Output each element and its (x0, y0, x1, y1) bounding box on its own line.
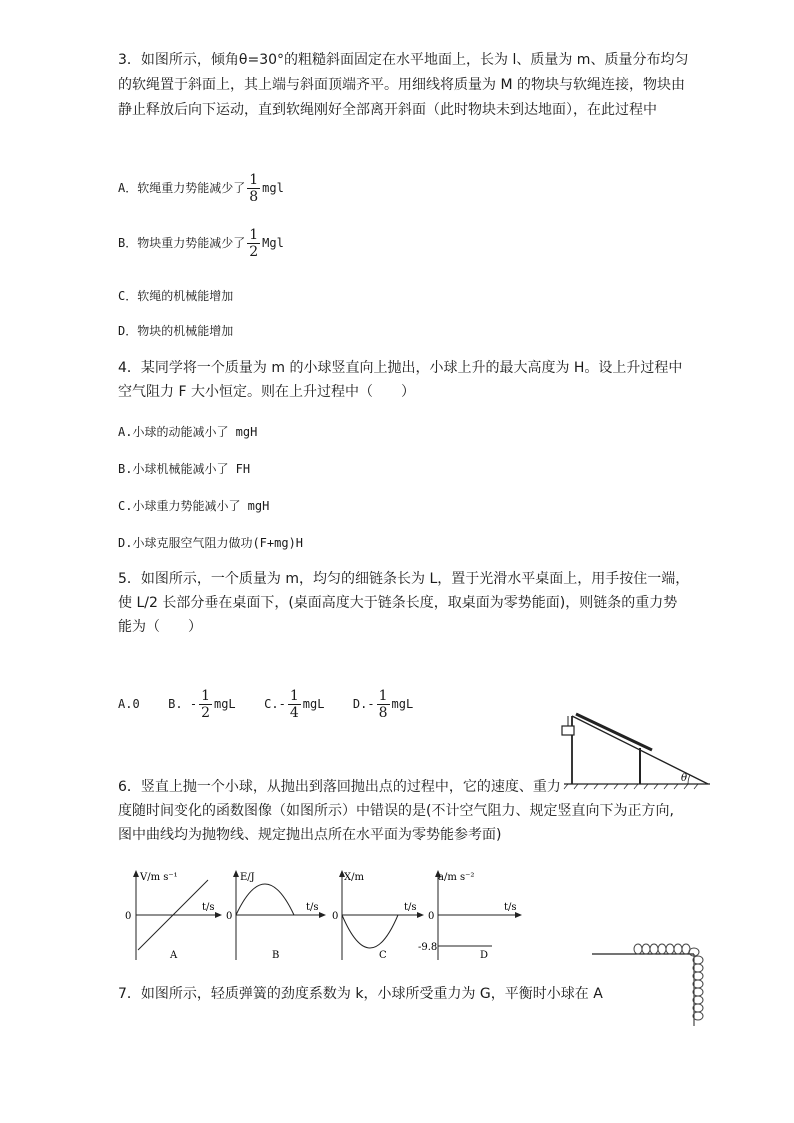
q5-option-b-prefix: B. - (168, 697, 198, 711)
graph-a-tag: A (170, 950, 178, 961)
graph-d-value: -9.8 (418, 942, 438, 953)
graph-a-origin: 0 (125, 911, 132, 922)
graph-b-curve (236, 884, 294, 915)
graph-b-xlabel: t/s (306, 902, 319, 913)
graph-a-y-arrow (133, 870, 139, 877)
q5-option-c-fraction (288, 688, 301, 721)
incline-block (562, 726, 574, 735)
q5-option-c-num: 1 (289, 688, 299, 704)
q5-option-d-fraction (377, 688, 390, 721)
q5-option-a: A.0 (118, 697, 140, 711)
q5-options (118, 688, 413, 721)
graph-c-origin: 0 (332, 911, 339, 922)
incline-rope (576, 714, 652, 750)
q3-option-b-suffix: Mgl (262, 236, 284, 250)
incline-figure (556, 708, 712, 790)
q3-option-a-num: 1 (249, 172, 259, 188)
graph-a-x-arrow (215, 912, 222, 918)
graph-a (118, 868, 223, 964)
q5-option-d-prefix: D.- (352, 697, 375, 711)
q3-option-b-num: 1 (249, 227, 259, 243)
graph-b-y-arrow (233, 870, 239, 877)
graph-d-tag: D (480, 950, 489, 961)
q7-line-1: 7．如图所示，轻质弹簧的劲度系数为 k，小球所受重力为 G，平衡时小球在 A (118, 986, 603, 1002)
q3-option-b (118, 227, 284, 260)
q3-option-a-suffix: mgl (262, 181, 284, 195)
q3-option-a-fraction (247, 172, 260, 205)
q5-option-c-prefix: C.- (264, 697, 286, 711)
q6-line-2: 度随时间变化的函数图像（如图所示）中错误的是(不计空气阻力、规定竖直向下为正方向, (118, 803, 674, 819)
graph-c-xlabel: t/s (404, 902, 417, 913)
graph-b-ylabel: E/J (240, 872, 255, 883)
incline-angle-label: θ (681, 773, 688, 784)
q3-option-a-prefix: A．软绳重力势能减少了 (118, 181, 246, 195)
q5-option-c-den: 4 (289, 705, 299, 721)
q5-option-b-den: 2 (201, 705, 210, 721)
chain-figure (590, 938, 720, 1028)
q3-option-a (118, 172, 284, 205)
q3-option-b-fraction (247, 227, 260, 260)
graph-c (326, 868, 426, 964)
q3-line-1: 3．如图所示，倾角θ=30°的粗糙斜面固定在水平地面上，长为 l、质量为 m、质量分布均匀 (118, 52, 689, 68)
q5-option-b-num: 1 (201, 688, 210, 704)
graph-a-xlabel: t/s (202, 902, 215, 913)
q5-line-1: 5．如图所示，一个质量为 m，均匀的细链条长为 L，置于光滑水平桌面上，用手按住一端， (118, 571, 690, 587)
q3-option-c: C．软绳的机械能增加 (118, 289, 234, 303)
graph-b-origin: 0 (226, 911, 233, 922)
q5-option-d-suffix: mgL (391, 697, 414, 711)
q5-option-d-den: 8 (378, 705, 388, 721)
q4-option-c: C.小球重力势能减小了 mgH (118, 499, 270, 513)
graph-b-tag: B (272, 950, 280, 961)
q3-line-2: 的软绳置于斜面上，其上端与斜面顶端齐平。用细线将质量为 M 的物块与软绳连接，物块由 (118, 77, 685, 93)
q5-option-d-num: 1 (378, 688, 388, 704)
graph-b (222, 868, 327, 964)
graph-a-ylabel: V/m s⁻¹ (140, 872, 178, 883)
q4-option-a: A.小球的动能减小了 mgH (118, 425, 258, 439)
q5-option-b-suffix: mgL (213, 697, 236, 711)
graph-b-x-arrow (319, 912, 326, 918)
q5-option-b-fraction (199, 688, 212, 721)
graph-d-origin: 0 (428, 911, 435, 922)
q4-line-1: 4．某同学将一个质量为 m 的小球竖直向上抛出，小球上升的最大高度为 H。设上升过程中 (118, 360, 683, 376)
q4-line-2: 空气阻力 F 大小恒定。则在上升过程中（ ） (118, 384, 415, 400)
q4-option-d: D.小球克服空气阻力做功(F+mg)H (118, 536, 304, 550)
graph-c-curve (342, 915, 398, 948)
q3-option-a-den: 8 (249, 189, 259, 205)
incline-angle-arc (688, 775, 690, 784)
graph-d (418, 868, 524, 964)
incline-ground-hatch (564, 784, 698, 789)
q3-option-b-den: 2 (249, 244, 259, 260)
q5-line-2: 使 L/2 长部分垂在桌面下，(桌面高度大于链条长度，取桌面为零势能面)，则链条的重力势 (118, 595, 678, 611)
q3-option-d: D．物块的机械能增加 (118, 324, 234, 338)
q5-line-3: 能为（ ） (118, 619, 202, 635)
q3-line-3: 静止释放后向下运动，直到软绳刚好全部离开斜面（此时物块未到达地面），在此过程中 (118, 102, 657, 118)
graph-c-tag: C (379, 950, 387, 961)
q6-line-3: 图中曲线均为抛物线、规定抛出点所在水平面为零势能参考面) (118, 827, 502, 843)
q6-line-1: 6．竖直上抛一个小球，从抛出到落回抛出点的过程中，它的速度、重力 (118, 779, 561, 795)
graph-c-ylabel: X/m (344, 872, 364, 883)
graph-d-ylabel: a/m s⁻² (438, 872, 475, 883)
graph-c-x-arrow (417, 912, 424, 918)
graph-d-xlabel: t/s (504, 902, 517, 913)
q4-option-b: B.小球机械能减小了 FH (118, 462, 251, 476)
q3-option-b-prefix: B．物块重力势能减少了 (118, 236, 246, 250)
q5-option-c-suffix: mgL (302, 697, 325, 711)
